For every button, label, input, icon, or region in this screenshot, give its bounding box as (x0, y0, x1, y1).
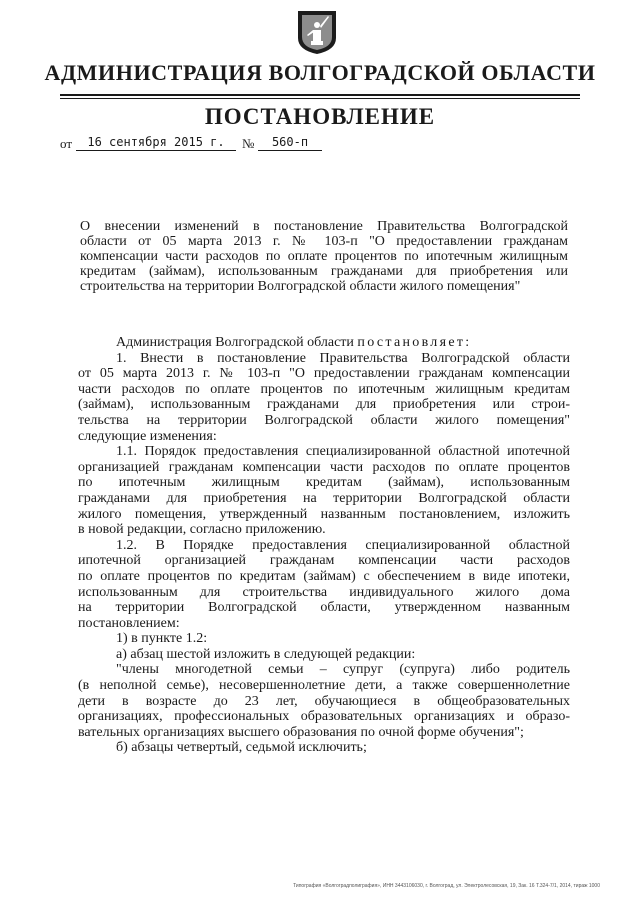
body-line: постановлением: (78, 615, 180, 631)
body-line: на территории Волгоградской области, утвержденном названным (78, 600, 570, 616)
document-number: 560-п (258, 134, 322, 151)
body-line: ипотечной организацией гражданам компенсации части расходов (78, 553, 570, 569)
body-line: (займам), использованным гражданами для приобретения или строи- (78, 397, 570, 413)
document-date: 16 сентября 2015 г. (76, 134, 236, 151)
volgograd-emblem-icon (293, 8, 341, 56)
body-line: дети в возрасте до 23 лет, обучающиеся в общеобразовательных (78, 693, 570, 709)
subject-line: О внесении изменений в постановление Правительства Волгоградской (80, 219, 568, 234)
intro-action: постановляет: (357, 335, 472, 350)
body-line: от 05 марта 2013 г. № 103-п "О предоставлении гражданам компенсации (78, 366, 570, 382)
subject-line: строительства на территории Волгоградской области жилого помещения" (80, 279, 521, 294)
intro-lead: Администрация Волгоградской области (116, 335, 354, 350)
body-line: 1.2. В Порядке предоставления специализированной областной (116, 537, 570, 553)
body-line: 1. Внести в постановление Правительства Волгоградской области (116, 350, 570, 366)
subject-line: кредитам (займам), использованным гражданами для приобретения или (80, 264, 568, 279)
body-line: организациях, профессиональных образовательных организациях и образо- (78, 709, 570, 725)
body-line: б) абзацы четвертый, седьмой исключить; (116, 740, 367, 756)
subject-line: области от 05 марта 2013 г. № 103-п "О предоставлении гражданам (80, 234, 568, 249)
body-line: "члены многодетной семьи – супруг (супруга) либо родитель (116, 662, 570, 678)
header-rule-thin (60, 98, 580, 99)
body-line: следующие изменения: (78, 428, 217, 444)
subject-line: компенсации части расходов по оплате процентов по ипотечным жилищным (80, 249, 568, 264)
document-body (78, 335, 570, 756)
body-line: тельства на территории Волгоградской области жилого помещения" (78, 412, 570, 428)
body-line: (в неполной семье), несовершеннолетние дети, а также совершеннолетние (78, 678, 570, 694)
body-line: в новой редакции, согласно приложению. (78, 522, 326, 538)
body-line: а) абзац шестой изложить в следующей редакции: (116, 646, 416, 662)
body-line: 1.1. Порядок предоставления специализированной областной ипотечной (116, 444, 570, 460)
body-line: 1) в пункте 1.2: (116, 631, 208, 647)
from-label: от (60, 136, 73, 151)
organization-title: АДМИНИСТРАЦИЯ ВОЛГОГРАДСКОЙ ОБЛАСТИ (44, 60, 596, 85)
body-line: по оплате процентов по кредитам (займам) с обеспечением в виде ипотеки, (78, 568, 570, 584)
body-line: вательных организациях высшего образования по очной форме обучения"; (78, 724, 524, 740)
body-line: части расходов по оплате процентов по ипотечным жилищным кредитам (78, 381, 570, 397)
number-label: № (242, 136, 255, 151)
body-line: организацией гражданам компенсации части расходов по оплате процентов (78, 459, 570, 475)
intro-line (78, 335, 570, 351)
body-line: жилого помещения, утвержденный названным постановлением, изложить (78, 506, 570, 522)
document-type-title: ПОСТАНОВЛЕНИЕ (204, 104, 436, 129)
printer-imprint: Типография «Волгоградполиграфия», ИНН 3443106030, г. Волгоград, ул. Электролесовская, 19, Зак. 16 Т.324-7/1, 2014, тираж 1000 (293, 883, 600, 889)
body-line: гражданами для приобретения на территории Волгоградской области (78, 490, 570, 506)
document-subject (80, 219, 568, 294)
body-line: использованным для строительства индивидуального жилого дома (78, 584, 570, 600)
header-rule-thick (60, 94, 580, 96)
body-line: по ипотечным жилищным кредитам (займам), использованным (78, 475, 570, 491)
